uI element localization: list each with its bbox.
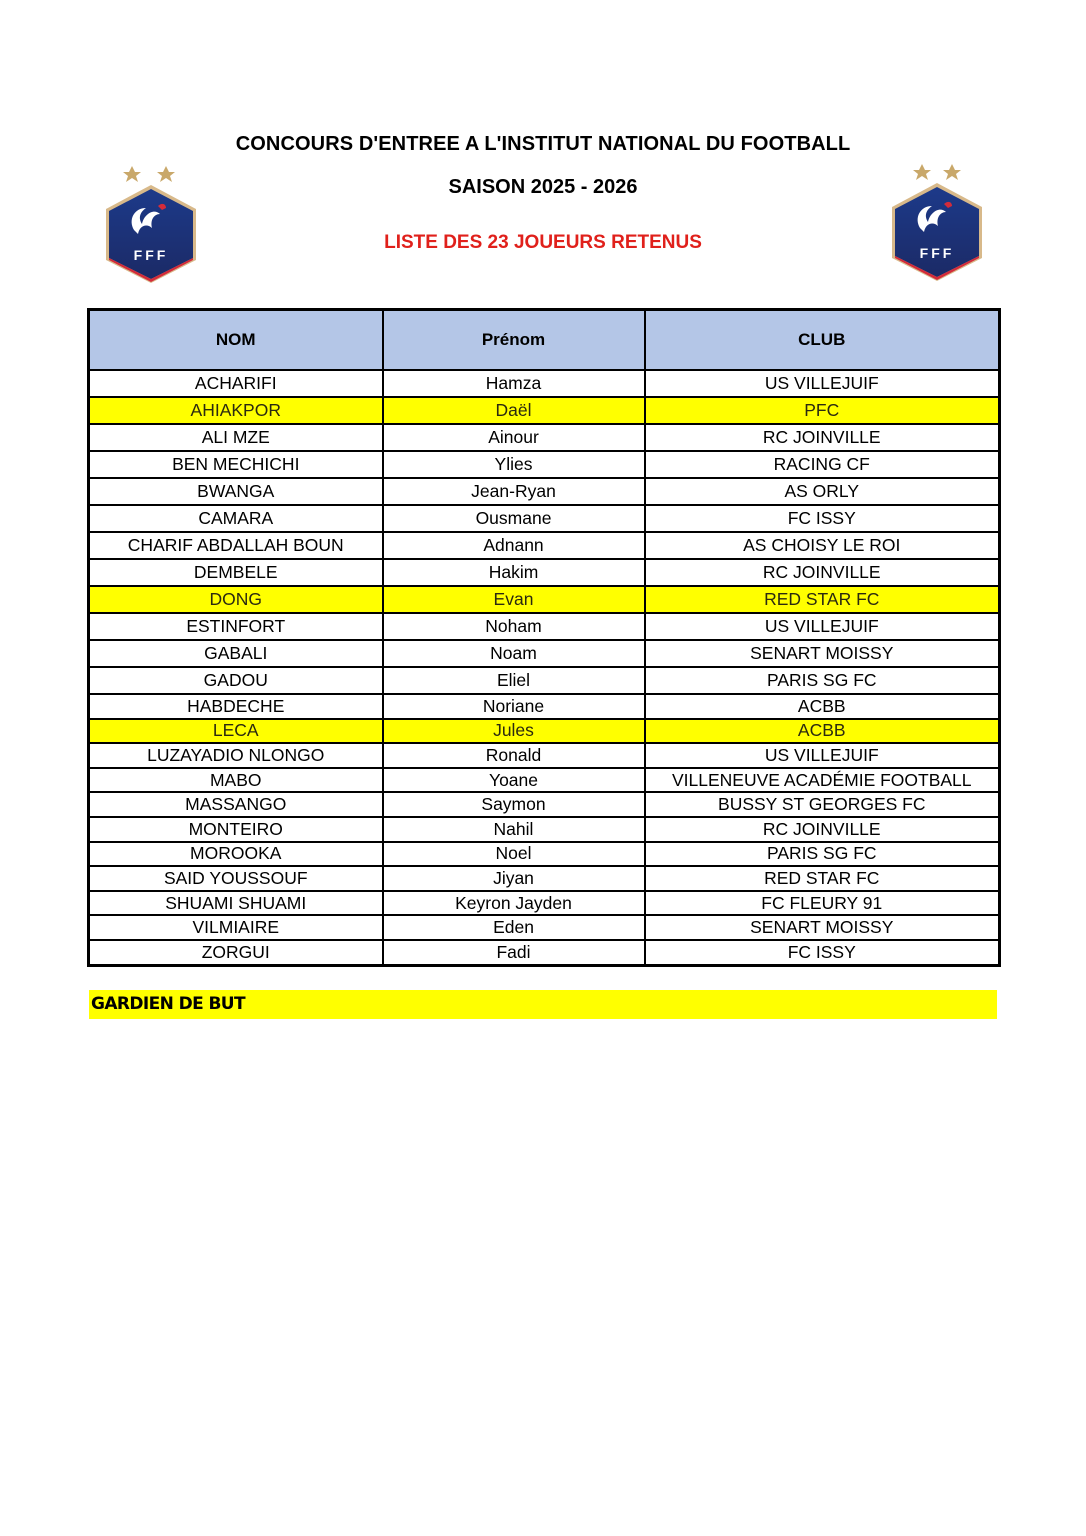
cell-nom: GABALI — [89, 640, 383, 667]
table-row — [89, 478, 1000, 505]
cell-nom: MONTEIRO — [89, 817, 383, 842]
cell-nom: ACHARIFI — [89, 370, 383, 397]
cell-nom: ESTINFORT — [89, 613, 383, 640]
cell-prenom: Noriane — [383, 694, 645, 719]
cell-nom: LECA — [89, 719, 383, 744]
table-row — [89, 940, 1000, 965]
cell-club: PARIS SG FC — [645, 667, 1000, 694]
table-row — [89, 694, 1000, 719]
cell-prenom: Jean-Ryan — [383, 478, 645, 505]
cell-club: PARIS SG FC — [645, 842, 1000, 867]
fff-logo-icon — [104, 162, 198, 284]
cell-prenom: Ylies — [383, 451, 645, 478]
cell-club: FC ISSY — [645, 505, 1000, 532]
cell-club: BUSSY ST GEORGES FC — [645, 792, 1000, 817]
cell-nom: LUZAYADIO NLONGO — [89, 743, 383, 768]
cell-nom: GADOU — [89, 667, 383, 694]
cell-prenom: Ousmane — [383, 505, 645, 532]
cell-prenom: Ainour — [383, 424, 645, 451]
cell-club: RED STAR FC — [645, 866, 1000, 891]
table-row — [89, 613, 1000, 640]
table-row — [89, 505, 1000, 532]
cell-prenom: Keyron Jayden — [383, 891, 645, 916]
cell-prenom: Nahil — [383, 817, 645, 842]
cell-nom: AHIAKPOR — [89, 397, 383, 424]
goalkeeper-legend: GARDIEN DE BUT — [89, 990, 997, 1019]
cell-club: PFC — [645, 397, 1000, 424]
cell-club: US VILLEJUIF — [645, 613, 1000, 640]
cell-prenom: Ronald — [383, 743, 645, 768]
cell-prenom: Eden — [383, 915, 645, 940]
cell-club: AS ORLY — [645, 478, 1000, 505]
cell-prenom: Eliel — [383, 667, 645, 694]
cell-club: RED STAR FC — [645, 586, 1000, 613]
cell-nom: ZORGUI — [89, 940, 383, 965]
cell-club: RC JOINVILLE — [645, 424, 1000, 451]
list-subtitle: LISTE DES 23 JOUEURS RETENUS — [384, 232, 702, 253]
table-row — [89, 451, 1000, 478]
table-row — [89, 397, 1000, 424]
cell-nom: MASSANGO — [89, 792, 383, 817]
table-row — [89, 792, 1000, 817]
cell-prenom: Evan — [383, 586, 645, 613]
cell-prenom: Saymon — [383, 792, 645, 817]
fff-logo-icon — [890, 160, 984, 282]
cell-club: US VILLEJUIF — [645, 370, 1000, 397]
column-header-prenom: Prénom — [383, 310, 645, 371]
cell-nom: CAMARA — [89, 505, 383, 532]
cell-nom: MABO — [89, 768, 383, 793]
document-title: CONCOURS D'ENTREE A L'INSTITUT NATIONAL DU FOOTBALL — [235, 133, 851, 155]
cell-nom: HABDECHE — [89, 694, 383, 719]
cell-club: RC JOINVILLE — [645, 817, 1000, 842]
cell-club: SENART MOISSY — [645, 640, 1000, 667]
table-row — [89, 842, 1000, 867]
cell-nom: ALI MZE — [89, 424, 383, 451]
cell-nom: VILMIAIRE — [89, 915, 383, 940]
column-header-club: CLUB — [645, 310, 1000, 371]
cell-nom: SAID YOUSSOUF — [89, 866, 383, 891]
table-row — [89, 768, 1000, 793]
cell-nom: DONG — [89, 586, 383, 613]
cell-club: US VILLEJUIF — [645, 743, 1000, 768]
table-row — [89, 586, 1000, 613]
table-row — [89, 866, 1000, 891]
table-row — [89, 743, 1000, 768]
table-header-row — [89, 310, 1000, 371]
cell-prenom: Adnann — [383, 532, 645, 559]
table-row — [89, 532, 1000, 559]
cell-club: ACBB — [645, 719, 1000, 744]
table-row — [89, 559, 1000, 586]
cell-club: VILLENEUVE ACADÉMIE FOOTBALL — [645, 768, 1000, 793]
players-table-body — [89, 370, 1000, 965]
cell-nom: BWANGA — [89, 478, 383, 505]
cell-prenom: Hamza — [383, 370, 645, 397]
cell-prenom: Noham — [383, 613, 645, 640]
cell-prenom: Jules — [383, 719, 645, 744]
table-row — [89, 667, 1000, 694]
table-row — [89, 370, 1000, 397]
cell-nom: MOROOKA — [89, 842, 383, 867]
players-table — [87, 308, 1001, 967]
cell-club: FC ISSY — [645, 940, 1000, 965]
cell-prenom: Daël — [383, 397, 645, 424]
cell-prenom: Jiyan — [383, 866, 645, 891]
table-row — [89, 817, 1000, 842]
cell-prenom: Hakim — [383, 559, 645, 586]
cell-nom: SHUAMI SHUAMI — [89, 891, 383, 916]
cell-club: ACBB — [645, 694, 1000, 719]
table-row — [89, 640, 1000, 667]
cell-club: AS CHOISY LE ROI — [645, 532, 1000, 559]
cell-prenom: Noel — [383, 842, 645, 867]
table-row — [89, 719, 1000, 744]
column-header-nom: NOM — [89, 310, 383, 371]
svg-text:FFF: FFF — [919, 245, 955, 261]
cell-club: RACING CF — [645, 451, 1000, 478]
cell-club: FC FLEURY 91 — [645, 891, 1000, 916]
table-row — [89, 915, 1000, 940]
cell-prenom: Noam — [383, 640, 645, 667]
cell-prenom: Fadi — [383, 940, 645, 965]
table-row — [89, 424, 1000, 451]
table-row — [89, 891, 1000, 916]
svg-text:FFF: FFF — [133, 247, 169, 263]
cell-club: SENART MOISSY — [645, 915, 1000, 940]
cell-club: RC JOINVILLE — [645, 559, 1000, 586]
cell-nom: BEN MECHICHI — [89, 451, 383, 478]
cell-prenom: Yoane — [383, 768, 645, 793]
season-label: SAISON 2025 - 2026 — [448, 176, 638, 198]
cell-nom: CHARIF ABDALLAH BOUN — [89, 532, 383, 559]
cell-nom: DEMBELE — [89, 559, 383, 586]
